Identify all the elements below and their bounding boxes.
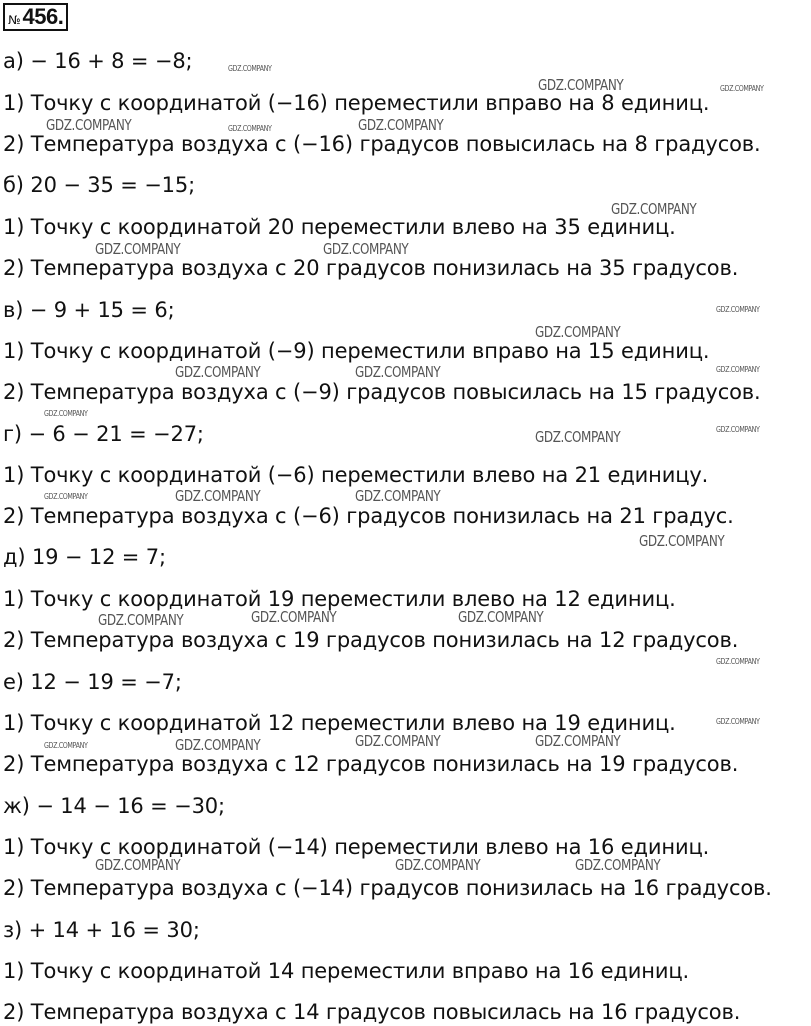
- watermark: GDZ.COMPANY: [95, 240, 181, 258]
- watermark: GDZ.COMPANY: [575, 856, 661, 874]
- line-e-1: 1) Точку с координатой 12 переместили влево на 19 единиц.: [3, 711, 676, 735]
- line-d-1: 1) Точку с координатой 19 переместили влево на 12 единиц.: [3, 587, 676, 611]
- watermark: GDZ.COMPANY: [46, 116, 132, 134]
- line-d-equation: д) 19 − 12 = 7;: [3, 545, 166, 569]
- watermark: GDZ.COMPANY: [95, 856, 181, 874]
- watermark: GDZ.COMPANY: [716, 365, 760, 374]
- line-e-2: 2) Температура воздуха с 12 градусов понизилась на 19 градусов.: [3, 752, 739, 776]
- watermark: GDZ.COMPANY: [639, 532, 725, 550]
- watermark: GDZ.COMPANY: [535, 323, 621, 341]
- watermark: GDZ.COMPANY: [228, 64, 272, 73]
- watermark: GDZ.COMPANY: [458, 608, 544, 626]
- watermark: GDZ.COMPANY: [44, 492, 88, 501]
- watermark: GDZ.COMPANY: [228, 124, 272, 133]
- watermark: GDZ.COMPANY: [535, 428, 621, 446]
- line-v-1: 1) Точку с координатой (−9) переместили вправо на 15 единиц.: [3, 339, 710, 363]
- watermark: GDZ.COMPANY: [44, 741, 88, 750]
- line-e-equation: е) 12 − 19 = −7;: [3, 670, 182, 694]
- line-g-equation: г) − 6 − 21 = −27;: [3, 422, 204, 446]
- line-v-2: 2) Температура воздуха с (−9) градусов повысилась на 15 градусов.: [3, 380, 761, 404]
- watermark: GDZ.COMPANY: [323, 240, 409, 258]
- watermark: GDZ.COMPANY: [175, 487, 261, 505]
- line-z-2: 2) Температура воздуха с 14 градусов повысилась на 16 градусов.: [3, 1000, 741, 1024]
- problem-number-box: [3, 3, 68, 31]
- watermark: GDZ.COMPANY: [716, 305, 760, 314]
- watermark: GDZ.COMPANY: [175, 736, 261, 754]
- watermark: GDZ.COMPANY: [535, 732, 621, 750]
- watermark: GDZ.COMPANY: [98, 611, 184, 629]
- watermark: GDZ.COMPANY: [175, 363, 261, 381]
- line-g-2: 2) Температура воздуха с (−6) градусов понизилась на 21 градус.: [3, 504, 734, 528]
- line-z-equation: з) + 14 + 16 = 30;: [3, 918, 200, 942]
- line-a-1: 1) Точку с координатой (−16) переместили вправо на 8 единиц.: [3, 91, 710, 115]
- watermark: GDZ.COMPANY: [716, 657, 760, 666]
- watermark: GDZ.COMPANY: [251, 608, 337, 626]
- watermark: GDZ.COMPANY: [720, 84, 764, 93]
- line-z-1: 1) Точку с координатой 14 переместили вправо на 16 единиц.: [3, 959, 690, 983]
- watermark: GDZ.COMPANY: [716, 717, 760, 726]
- line-v-equation: в) − 9 + 15 = 6;: [3, 298, 175, 322]
- line-zh-1: 1) Точку с координатой (−14) переместили влево на 16 единиц.: [3, 835, 710, 859]
- line-d-2: 2) Температура воздуха с 19 градусов понизилась на 12 градусов.: [3, 628, 739, 652]
- watermark: GDZ.COMPANY: [538, 76, 624, 94]
- watermark: GDZ.COMPANY: [395, 856, 481, 874]
- watermark: GDZ.COMPANY: [716, 425, 760, 434]
- number-sign: №: [8, 13, 21, 27]
- problem-number: 456.: [22, 4, 64, 29]
- line-zh-equation: ж) − 14 − 16 = −30;: [3, 794, 225, 818]
- watermark: GDZ.COMPANY: [355, 363, 441, 381]
- line-a-equation: а) − 16 + 8 = −8;: [3, 49, 193, 73]
- watermark: GDZ.COMPANY: [44, 409, 88, 418]
- line-zh-2: 2) Температура воздуха с (−14) градусов понизилась на 16 градусов.: [3, 876, 772, 900]
- watermark: GDZ.COMPANY: [611, 200, 697, 218]
- line-b-equation: б) 20 − 35 = −15;: [3, 173, 195, 197]
- line-g-1: 1) Точку с координатой (−6) переместили влево на 21 единицу.: [3, 463, 709, 487]
- watermark: GDZ.COMPANY: [358, 116, 444, 134]
- watermark: GDZ.COMPANY: [355, 732, 441, 750]
- line-a-2: 2) Температура воздуха с (−16) градусов повысилась на 8 градусов.: [3, 132, 761, 156]
- line-b-1: 1) Точку с координатой 20 переместили влево на 35 единиц.: [3, 215, 676, 239]
- watermark: GDZ.COMPANY: [355, 487, 441, 505]
- line-b-2: 2) Температура воздуха с 20 градусов понизилась на 35 градусов.: [3, 256, 739, 280]
